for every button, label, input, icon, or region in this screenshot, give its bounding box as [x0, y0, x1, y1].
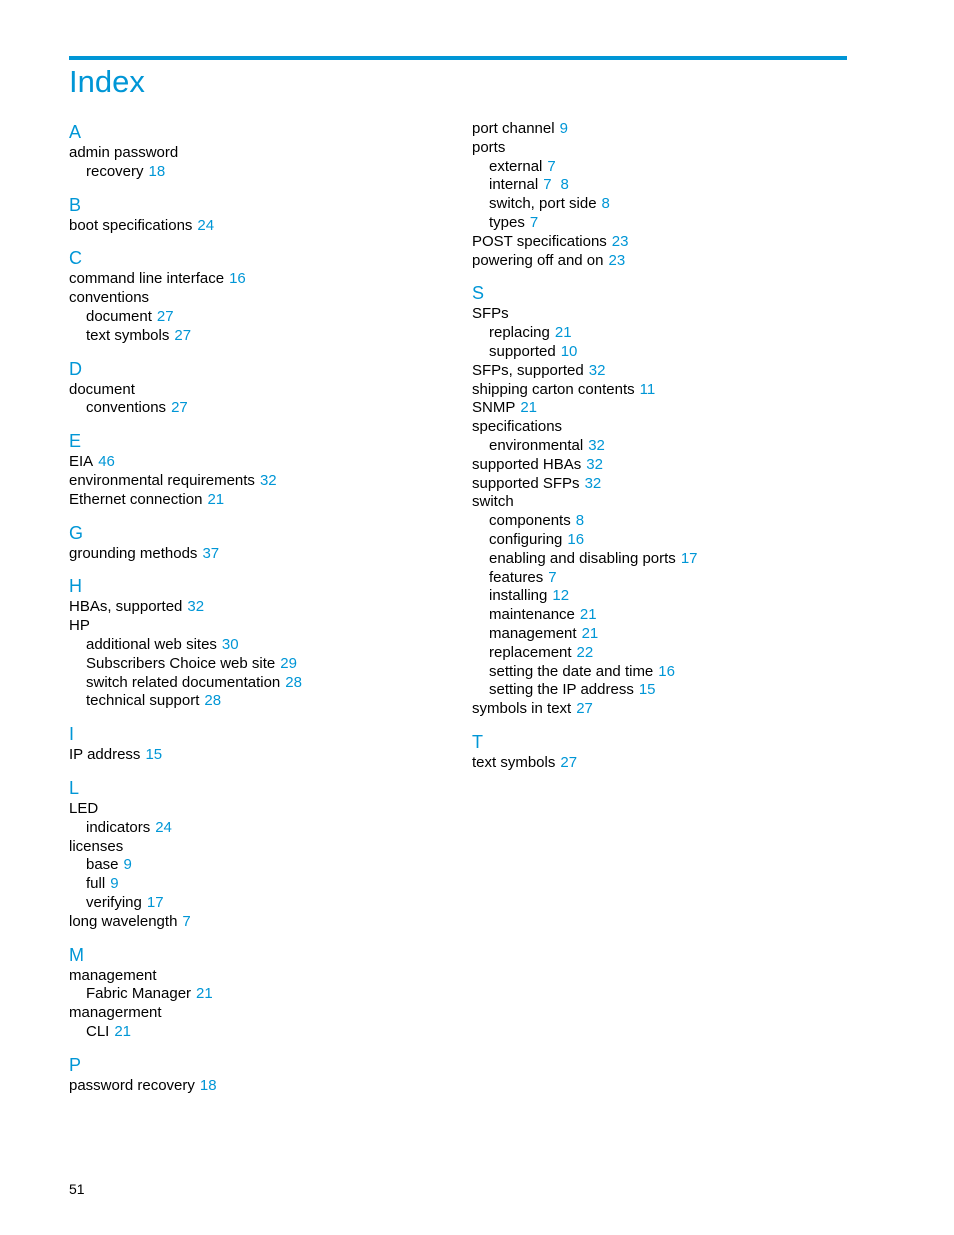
index-term: ports: [472, 138, 506, 156]
index-subentry: [69, 819, 449, 838]
page-link[interactable]: 32: [588, 436, 605, 454]
page-link[interactable]: 29: [280, 654, 297, 672]
page-link[interactable]: 7: [548, 568, 557, 586]
index-term: conventions: [69, 289, 150, 307]
index-subentry: [69, 327, 449, 346]
index-column-right: [472, 120, 852, 773]
page-link[interactable]: 7: [529, 213, 539, 231]
index-entry: [69, 967, 449, 986]
index-term: LED: [69, 799, 99, 817]
page-link[interactable]: 23: [611, 232, 629, 250]
index-term: POST specifications: [472, 232, 607, 250]
page-link[interactable]: 27: [560, 753, 578, 771]
index-letter-heading: L: [69, 777, 80, 798]
index-term: Fabric Manager: [86, 985, 192, 1003]
index-term: environmental requirements: [69, 471, 255, 489]
index-term: EIA: [69, 453, 94, 471]
page-link[interactable]: 23: [608, 251, 626, 269]
page-link[interactable]: 9: [123, 856, 132, 874]
index-subentry: [69, 308, 449, 327]
index-entry: [472, 120, 852, 139]
index-term: switch, port side: [489, 195, 597, 213]
index-entry: [69, 270, 449, 289]
index-term: long wavelength: [69, 912, 178, 930]
index-subentry: [472, 437, 852, 456]
index-entry: [69, 838, 449, 857]
page-link[interactable]: 21: [207, 490, 225, 508]
index-term: full: [86, 875, 106, 893]
index-term: admin password: [69, 144, 179, 161]
page-link[interactable]: 32: [187, 598, 205, 616]
index-subentry: [472, 587, 852, 606]
page-link[interactable]: 32: [584, 474, 602, 492]
index-entry: [69, 545, 449, 564]
index-term: management: [489, 624, 577, 642]
page-link[interactable]: 8: [601, 195, 610, 213]
index-term: IP address: [69, 746, 141, 764]
index-subentry: [472, 625, 852, 644]
index-term: configuring: [489, 530, 563, 548]
index-entry: [472, 754, 852, 773]
index-letter-heading: C: [69, 248, 82, 269]
page-link[interactable]: 17: [146, 893, 164, 911]
index-subentry: [472, 324, 852, 343]
index-subentry: [472, 512, 852, 531]
index-term: managerment: [69, 1004, 162, 1022]
page-link[interactable]: 17: [680, 549, 698, 567]
page-link[interactable]: 9: [559, 120, 568, 137]
index-term: command line interface: [69, 270, 225, 288]
index-term: external: [489, 157, 543, 175]
index-term: additional web sites: [86, 635, 217, 653]
index-term: maintenance: [489, 606, 575, 624]
index-subentry: [69, 636, 449, 655]
index-entry: [472, 418, 852, 437]
index-subentry: [472, 158, 852, 177]
index-entry: [69, 453, 449, 472]
index-entry: [69, 217, 449, 236]
index-entry: [69, 913, 449, 932]
index-term: Ethernet connection: [69, 490, 203, 508]
page-link[interactable]: 27: [171, 399, 188, 417]
page-link[interactable]: 27: [156, 307, 174, 325]
index-entry: [472, 456, 852, 475]
index-entry: [472, 399, 852, 418]
index-term: HBAs, supported: [69, 598, 183, 616]
index-term: document: [69, 380, 135, 398]
page-link[interactable]: 28: [285, 673, 302, 691]
index-term: supported SFPs: [472, 474, 580, 492]
index-subentry: [69, 163, 449, 182]
index-term: SNMP: [472, 399, 516, 417]
page-link[interactable]: 46: [98, 453, 115, 471]
index-term: text symbols: [86, 326, 170, 344]
index-term: supported: [489, 342, 556, 360]
index-entry: [472, 493, 852, 512]
page-link[interactable]: 8: [560, 176, 569, 194]
header-rule: [69, 56, 847, 60]
index-term: Subscribers Choice web site: [86, 654, 276, 672]
page-title: Index: [69, 64, 145, 99]
index-term: document: [86, 307, 152, 325]
index-term: installing: [489, 587, 548, 605]
page-link[interactable]: 21: [114, 1022, 132, 1040]
page-link[interactable]: 21: [554, 324, 572, 342]
index-subentry: [69, 875, 449, 894]
index-term: setting the date and time: [489, 662, 654, 680]
index-subentry: [472, 569, 852, 588]
index-letter-heading: S: [472, 283, 485, 304]
page-link[interactable]: 7: [547, 157, 556, 175]
page-link[interactable]: 11: [639, 380, 656, 398]
index-entry: [69, 746, 449, 765]
index-subentry: [472, 681, 852, 700]
index-term: enabling and disabling ports: [489, 549, 676, 567]
page-link[interactable]: 10: [560, 342, 578, 360]
page-number: 51: [69, 1181, 85, 1197]
index-letter-heading: D: [69, 358, 82, 379]
index-term: base: [86, 856, 119, 874]
index-entry: [472, 381, 852, 400]
index-subentry: [69, 1023, 449, 1042]
index-term: verifying: [86, 893, 142, 911]
index-term: internal: [489, 176, 539, 194]
index-term: SFPs: [472, 305, 509, 323]
index-entry: [69, 1077, 449, 1096]
index-subentry: [472, 531, 852, 550]
index-subentry: [69, 655, 449, 674]
page-link[interactable]: 30: [221, 635, 239, 653]
index-entry: [69, 381, 449, 400]
page-link[interactable]: 16: [567, 530, 585, 548]
index-term: supported HBAs: [472, 455, 582, 473]
page-link[interactable]: 24: [197, 216, 215, 234]
index-term: switch related documentation: [86, 673, 281, 691]
index-entry: [69, 598, 449, 617]
index-term: specifications: [472, 418, 563, 436]
page-link[interactable]: 27: [576, 700, 593, 718]
index-subentry: [69, 674, 449, 693]
index-term: switch: [472, 493, 514, 511]
page-link[interactable]: 15: [145, 746, 163, 764]
index-subentry: [472, 176, 852, 195]
index-subentry: [472, 214, 852, 233]
index-term: password recovery: [69, 1076, 195, 1094]
index-term: replacing: [489, 324, 550, 342]
index-entry: [69, 491, 449, 510]
index-term: setting the IP address: [489, 681, 634, 699]
page-link[interactable]: 21: [579, 606, 597, 624]
index-term: environmental: [489, 436, 584, 454]
index-subentry: [69, 856, 449, 875]
index-term: CLI: [86, 1022, 110, 1040]
index-term: powering off and on: [472, 251, 604, 269]
index-entry: [69, 289, 449, 308]
index-entry: [472, 233, 852, 252]
index-entry: [69, 617, 449, 636]
page-link[interactable]: 27: [174, 326, 192, 344]
index-entry: [472, 305, 852, 324]
page-link[interactable]: 18: [148, 162, 166, 180]
page-link[interactable]: 28: [204, 692, 222, 710]
index-term: grounding methods: [69, 544, 198, 562]
index-column-left: [69, 120, 449, 1096]
index-term: management: [69, 966, 157, 984]
page-link[interactable]: 21: [196, 985, 213, 1003]
page-link[interactable]: 37: [202, 544, 220, 562]
index-subentry: [69, 894, 449, 913]
index-subentry: [472, 195, 852, 214]
page-link[interactable]: 8: [575, 512, 585, 530]
index-term: licenses: [69, 837, 124, 855]
index-letter-heading: E: [69, 431, 82, 452]
index-letter-heading: H: [69, 576, 82, 597]
index-letter-heading: B: [69, 194, 82, 215]
page-link[interactable]: 15: [638, 681, 656, 699]
index-term: indicators: [86, 818, 151, 836]
index-entry: [69, 472, 449, 491]
index-entry: [472, 139, 852, 158]
index-term: text symbols: [472, 753, 556, 771]
index-entry: [472, 362, 852, 381]
index-letter-heading: G: [69, 522, 84, 543]
index-entry: [69, 1004, 449, 1023]
index-subentry: [472, 663, 852, 682]
index-term: technical support: [86, 692, 200, 710]
page-link[interactable]: 32: [588, 361, 606, 379]
index-term: components: [489, 512, 571, 530]
index-term: shipping carton contents: [472, 380, 635, 398]
index-entry: [69, 144, 449, 163]
page-link[interactable]: 24: [155, 818, 172, 836]
index-subentry: [472, 606, 852, 625]
index-term: port channel: [472, 120, 555, 137]
index-subentry: [69, 399, 449, 418]
page-link[interactable]: 9: [110, 875, 119, 893]
page-link[interactable]: 12: [552, 587, 570, 605]
index-entry: [472, 475, 852, 494]
index-term: boot specifications: [69, 216, 193, 234]
index-term: features: [489, 568, 544, 586]
page-link[interactable]: 21: [520, 399, 538, 417]
page-link[interactable]: 32: [259, 471, 277, 489]
index-term: conventions: [86, 399, 167, 417]
index-subentry: [472, 550, 852, 569]
page-link[interactable]: 22: [576, 643, 594, 661]
index-entry: [472, 252, 852, 271]
index-subentry: [69, 985, 449, 1004]
index-subentry: [69, 692, 449, 711]
index-term: recovery: [86, 162, 144, 180]
index-entry: [472, 700, 852, 719]
page-link[interactable]: 16: [229, 270, 246, 288]
page-link[interactable]: 18: [199, 1076, 217, 1094]
index-letter-heading: I: [69, 724, 75, 745]
page-link[interactable]: 16: [658, 662, 675, 680]
page-link[interactable]: 7: [543, 176, 552, 194]
index-entry: [69, 800, 449, 819]
index-letter-heading: A: [69, 122, 82, 142]
index-term: replacement: [489, 643, 572, 661]
index-term: types: [489, 213, 525, 231]
index-letter-heading: P: [69, 1054, 82, 1075]
index-term: symbols in text: [472, 700, 572, 718]
index-subentry: [472, 644, 852, 663]
index-term: HP: [69, 617, 90, 635]
index-term: SFPs, supported: [472, 361, 584, 379]
index-letter-heading: M: [69, 944, 84, 965]
index-subentry: [472, 343, 852, 362]
index-letter-heading: T: [472, 731, 483, 752]
page-link[interactable]: 32: [586, 455, 603, 473]
page-link[interactable]: 21: [581, 624, 599, 642]
page-link[interactable]: 7: [182, 912, 191, 930]
